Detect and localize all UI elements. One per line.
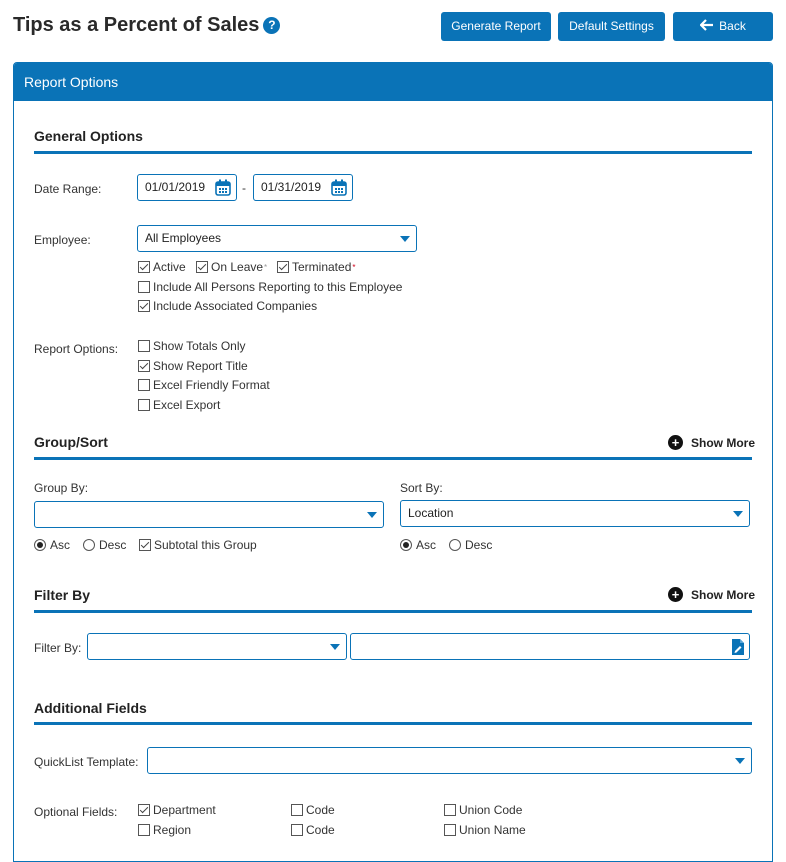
help-icon[interactable]: ? [263,17,280,34]
checkbox-box[interactable] [139,539,151,551]
on-leave-checkbox[interactable] [196,260,267,274]
group-sort-title: Group/Sort [34,434,108,450]
report-options-label: Report Options: [34,342,119,356]
section-divider [34,610,752,613]
panel-header: Report Options [14,63,772,101]
section-divider [34,151,752,154]
chevron-down-icon [367,512,377,518]
radio-button[interactable] [83,539,95,551]
show-more-label: Show More [691,435,756,450]
show-more-label: Show More [691,587,756,602]
radio-button[interactable] [449,539,461,551]
section-divider [34,722,752,725]
checkbox-label: Code [306,803,335,817]
radio-label: Asc [50,538,71,552]
checkbox-box[interactable] [138,824,150,836]
checkbox-box[interactable] [138,399,150,411]
group-desc-radio[interactable] [83,538,126,552]
region-checkbox[interactable] [138,823,191,837]
checkbox-label: Show Report Title [153,359,248,373]
checkbox-label: Union Name [459,823,526,837]
code-checkbox[interactable] [291,803,335,817]
checkbox-label: Terminated [292,260,352,274]
page-title [13,14,280,37]
checkbox-box[interactable] [138,261,150,273]
checkbox-label: Union Code [459,803,523,817]
radio-label: Desc [465,538,493,552]
checkbox-label: Region [153,823,192,837]
sort-by-value: Location [408,506,454,520]
checkbox-box[interactable] [444,824,456,836]
checkbox-label: On Leave [211,260,264,274]
chevron-down-icon [400,236,410,242]
sort-by-select[interactable] [400,500,750,527]
code-checkbox-2[interactable] [291,823,335,837]
checkbox-box[interactable] [138,340,150,352]
include-companies-checkbox[interactable] [138,299,317,313]
arrow-left-icon [700,19,714,31]
checkbox-label: Include Associated Companies [153,299,318,313]
subtotal-group-checkbox[interactable] [139,538,257,552]
employee-select-value: All Employees [145,231,222,245]
filter-by-select[interactable] [87,633,347,660]
start-date-input[interactable] [137,174,237,201]
on-leave-asterisk: * [264,262,268,272]
checkbox-label: Department [153,803,216,817]
plus-circle-icon: + [668,435,683,450]
checkbox-box[interactable] [138,281,150,293]
sort-desc-radio[interactable] [449,538,492,552]
excel-friendly-checkbox[interactable] [138,378,270,392]
sort-by-label: Sort By: [400,481,443,495]
date-separator: - [242,181,246,195]
start-date-value: 01/01/2019 [145,180,206,194]
filter-by-label: Filter By: [34,641,82,655]
sort-asc-radio[interactable] [400,538,436,552]
filter-by-title: Filter By [34,587,91,603]
chevron-down-icon [330,644,340,650]
checkbox-label: Subtotal this Group [154,538,257,552]
chevron-down-icon [733,511,743,517]
optional-fields-label: Optional Fields: [34,805,118,819]
date-range-label: Date Range: [34,182,102,196]
checkbox-box[interactable] [444,804,456,816]
generate-report-button[interactable]: Generate Report [441,12,551,41]
checkbox-box[interactable] [138,300,150,312]
radio-button[interactable] [400,539,412,551]
show-totals-only-checkbox[interactable] [138,339,246,353]
checkbox-box[interactable] [277,261,289,273]
terminated-checkbox[interactable] [277,260,356,274]
employee-label: Employee: [34,233,91,247]
edit-document-icon[interactable] [731,638,745,656]
radio-label: Desc [99,538,127,552]
checkbox-label: Excel Friendly Format [153,378,270,392]
union-code-checkbox[interactable] [444,803,522,817]
checkbox-label: Include All Persons Reporting to this Employee [153,280,403,294]
checkbox-box[interactable] [138,804,150,816]
terminated-asterisk: * [352,262,356,272]
end-date-input[interactable] [253,174,353,201]
include-reporting-checkbox[interactable] [138,280,402,294]
employee-select[interactable] [137,225,417,252]
checkbox-box[interactable] [291,824,303,836]
checkbox-box[interactable] [291,804,303,816]
checkbox-box[interactable] [196,261,208,273]
checkbox-label: Excel Export [153,398,221,412]
plus-circle-icon: + [668,587,683,602]
active-checkbox[interactable] [138,260,186,274]
calendar-icon[interactable] [331,179,347,196]
section-divider [34,457,752,460]
filter-show-more[interactable] [668,587,755,602]
excel-export-checkbox[interactable] [138,398,220,412]
filter-value-input[interactable] [350,633,750,660]
group-sort-show-more[interactable] [668,435,755,450]
chevron-down-icon [735,758,745,764]
radio-button[interactable] [34,539,46,551]
checkbox-label: Show Totals Only [153,339,246,353]
checkbox-box[interactable] [138,360,150,372]
default-settings-button[interactable]: Default Settings [558,12,665,41]
back-button-label: Back [719,19,746,33]
group-asc-radio[interactable] [34,538,70,552]
back-button[interactable] [673,12,773,41]
group-by-select[interactable] [34,501,384,528]
checkbox-box[interactable] [138,379,150,391]
calendar-icon[interactable] [215,179,231,196]
end-date-value: 01/31/2019 [261,180,322,194]
show-report-title-checkbox[interactable] [138,359,248,373]
quicklist-select[interactable] [147,747,752,774]
union-name-checkbox[interactable] [444,823,526,837]
department-checkbox[interactable] [138,803,216,817]
report-options-panel [13,62,773,862]
page-title-text: Tips as a Percent of Sales [13,14,260,36]
radio-label: Asc [416,538,437,552]
checkbox-label: Active [153,260,186,274]
additional-fields-title: Additional Fields [34,700,147,716]
checkbox-label: Code [306,823,335,837]
quicklist-label: QuickList Template: [34,755,139,769]
general-options-title: General Options [34,128,143,144]
group-by-label: Group By: [34,481,89,495]
